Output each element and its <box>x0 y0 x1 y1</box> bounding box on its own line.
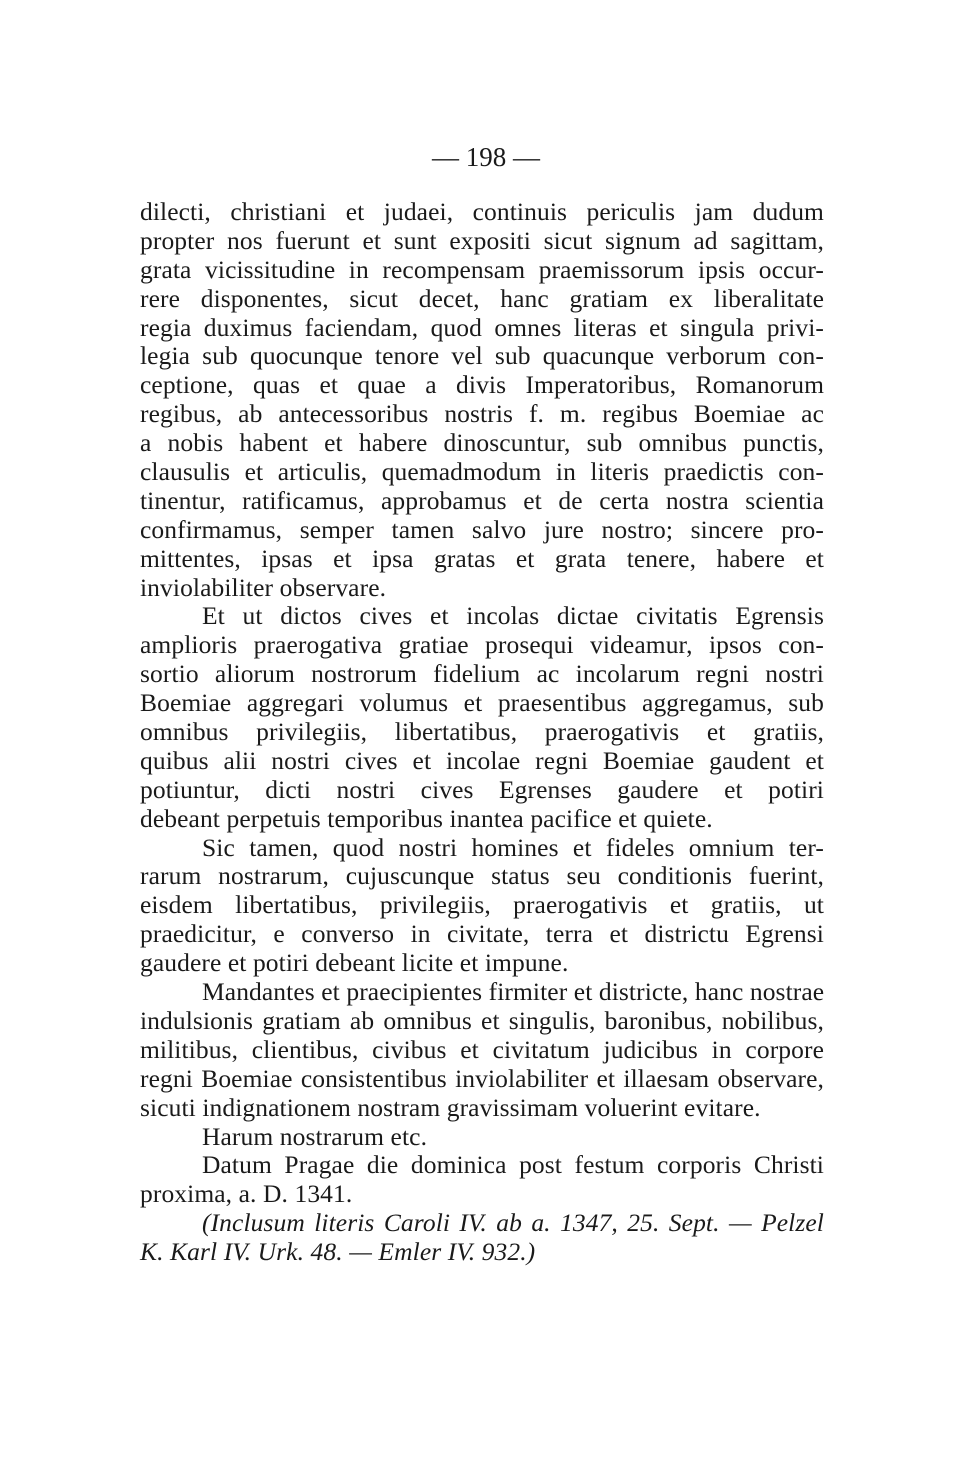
text-line: eisdem libertatibus, privilegiis, praerogativis et gratiis, ut <box>140 890 824 920</box>
text-line: Boemiae aggregari volumus et praesentibus aggregamus, sub <box>140 688 824 718</box>
text-line: inviolabiliter observare. <box>140 572 387 602</box>
text-line: praedicitur, e converso in civitate, terra et districtu Egrensi <box>140 919 824 949</box>
text-line: indulsionis gratiam ab omnibus et singulis, baronibus, nobilibus, <box>140 1005 824 1035</box>
text-line: rarum nostrarum, cujuscunque status seu conditionis fuerint, <box>140 861 824 891</box>
text-line: sortio aliorum nostrorum fidelium ac incolarum regni nostri <box>140 659 824 689</box>
text-line: confirmamus, semper tamen salvo jure nostro; sincere pro- <box>140 514 824 544</box>
text-line: regibus, ab antecessoribus nostris f. m. regibus Boemiae ac <box>140 399 824 429</box>
citation-line: (Inclusum literis Caroli IV. ab a. 1347, 25. Sept. — Pelzel <box>202 1208 824 1238</box>
text-line: potiuntur, dicti nostri cives Egrenses gaudere et potiri <box>140 774 824 804</box>
text-line: amplioris praerogativa gratiae prosequi videamur, ipsos con- <box>140 630 824 660</box>
text-line: sicuti indignationem nostram gravissimam voluerint evitare. <box>140 1092 761 1122</box>
text-line: dilecti, christiani et judaei, continuis periculis jam dudum <box>140 197 824 226</box>
text-line: regia duximus faciendam, quod omnes literas et singula privi- <box>140 312 824 342</box>
text-line: propter nos fuerunt et sunt expositi sicut signum ad sagittam, <box>140 225 824 255</box>
text-line: debeant perpetuis temporibus inantea pacifice et quiete. <box>140 803 713 833</box>
text-body <box>140 198 824 1267</box>
text-line: a nobis habent et habere dinoscuntur, sub omnibus punctis, <box>140 428 824 458</box>
citation-line: K. Karl IV. Urk. 48. — Emler IV. 932.) <box>140 1237 536 1267</box>
text-line: ceptione, quas et quae a divis Imperatoribus, Romanorum <box>140 370 824 400</box>
text-line: Datum Pragae die dominica post festum corporis Christi <box>202 1150 824 1180</box>
text-line: Sic tamen, quod nostri homines et fideles omnium ter- <box>202 832 824 862</box>
text-line: gaudere et potiri debeant licite et impune. <box>140 948 569 978</box>
text-line: quibus alii nostri cives et incolae regni Boemiae gaudent et <box>140 745 824 775</box>
text-line: legia sub quocunque tenore vel sub quacunque verborum con- <box>140 341 824 371</box>
document-page <box>140 140 824 1267</box>
text-line: Et ut dictos cives et incolas dictae civitatis Egrensis <box>202 601 824 631</box>
text-line: militibus, clientibus, civibus et civitatum judicibus in corpore <box>140 1034 824 1064</box>
text-line: grata vicissitudine in recompensam praemissorum ipsis occur- <box>140 254 824 284</box>
text-line: regni Boemiae consistentibus inviolabiliter et illaesam observare, <box>140 1063 824 1093</box>
page-number: — 198 — <box>432 142 540 172</box>
text-line: proxima, a. D. 1341. <box>140 1179 353 1209</box>
text-line: clausulis et articulis, quemadmodum in literis praedictis con- <box>140 457 824 487</box>
text-line: Mandantes et praecipientes firmiter et districte, hanc nostrae <box>202 977 825 1007</box>
text-line: omnibus privilegiis, libertatibus, praerogativis et gratiis, <box>140 717 824 747</box>
text-line: mittentes, ipsas et ipsa gratas et grata tenere, habere et <box>140 543 824 573</box>
text-line: rere disponentes, sicut decet, hanc gratiam ex liberalitate <box>140 283 824 313</box>
text-line: tinentur, ratificamus, approbamus et de certa nostra scientia <box>140 485 824 515</box>
text-line: Harum nostrarum etc. <box>202 1121 428 1151</box>
